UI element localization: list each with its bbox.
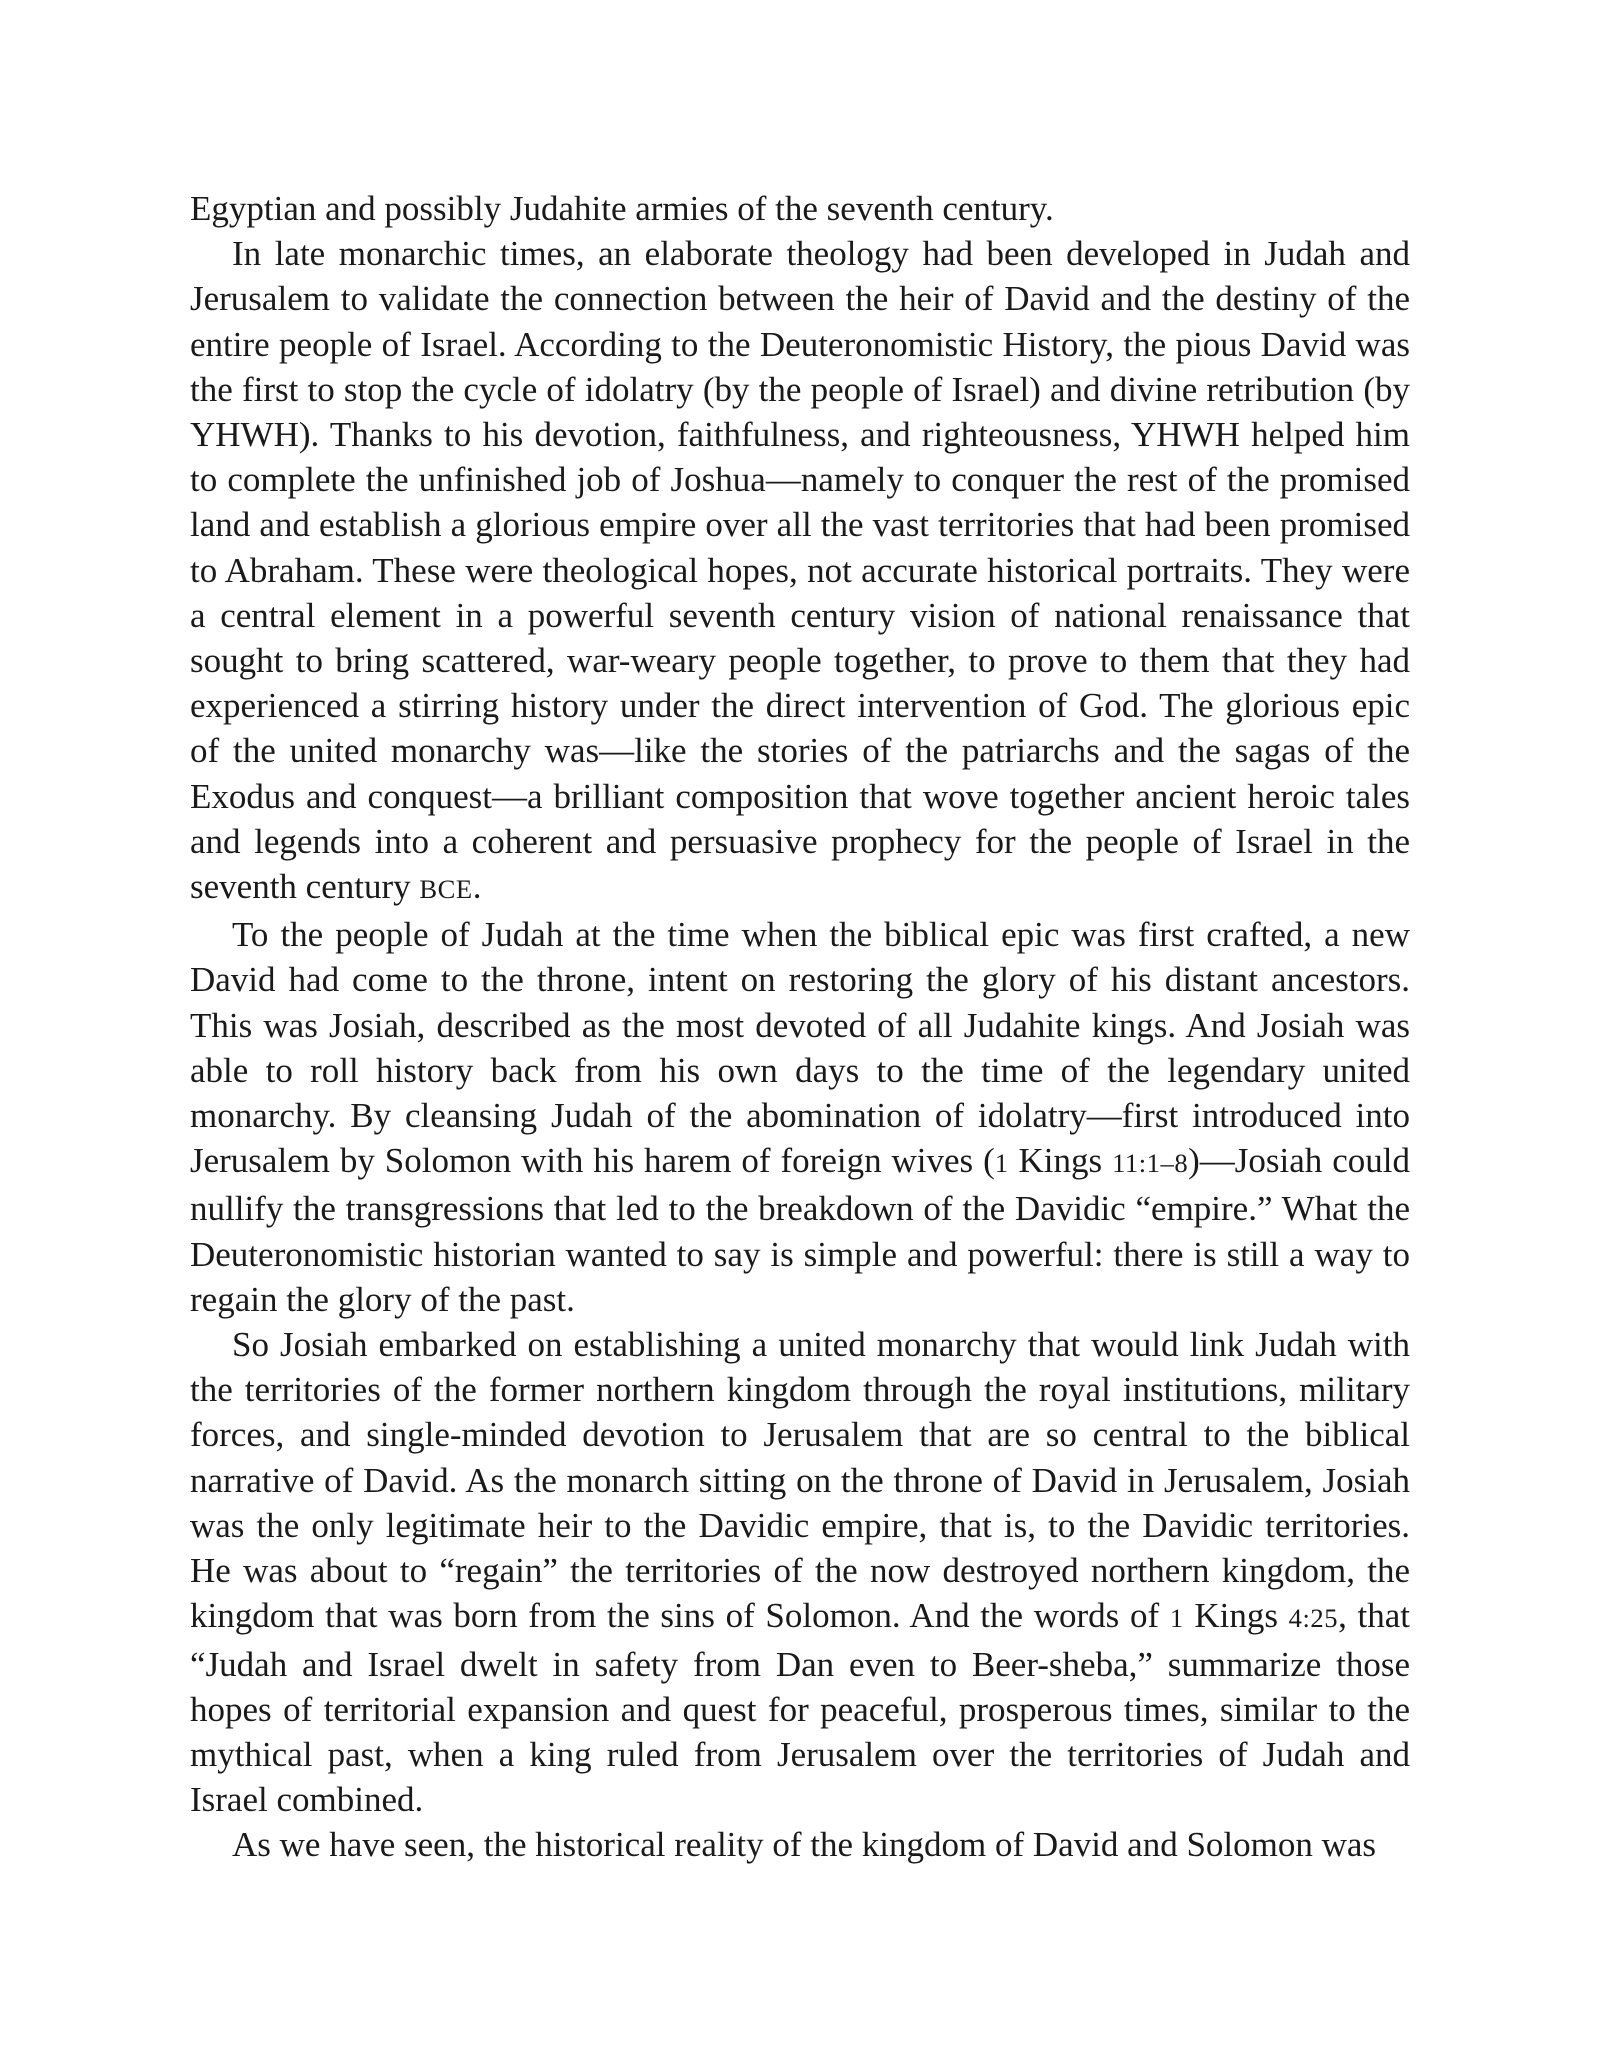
paragraph: In late monarchic times, an elaborate theology had been developed in Judah and Jerusalem to validate the connection between the heir of David and the destiny of the entire people of Israel. According to the Deuteronomistic History, the pious David was the first to stop the cycle of idolatry (by the people of Israel) and divine retribution (by YHWH). Thanks to his devotion, faithfulness, and righteousness, YHWH helped him to complete the unfinished job of Joshua—namely to conquer the rest of the promised land and establish a glorious empire over all the vast territories that had been promised to Abraham. These were theological hopes, not accurate historical portraits. They were a central element in a powerful seventh century vision of national renaissance that sought to bring scattered, war-weary people together, to prove to them that they had experienced a stirring history under the direct intervention of God. The glorious epic of the united monarchy was—like the stories of the patriarchs and the sagas of the Exodus and conquest—a brilliant composition that wove together ancient heroic tales and legends into a coherent and persuasive prophecy for the people of Israel in the seventh century BCE. (190, 234, 1410, 907)
paragraph: As we have seen, the historical reality of the kingdom of David and Solomon was (232, 1825, 1377, 1865)
page-body (190, 186, 1410, 1868)
paragraph: To the people of Judah at the time when the biblical epic was first crafted, a new David had come to the throne, intent on restoring the glory of his distant ancestors. This was Josiah, described as the most devoted of all Judahite kings. And Josiah was able to roll history back from his own days to the time of the legendary united monarchy. By cleansing Judah of the abomination of idolatry—first introduced into Jerusalem by Solomon with his harem of foreign wives (1 Kings 11:1–8)—Josiah could nullify the transgressions that led to the breakdown of the Davidic “empire.” What the Deuteronomistic historian wanted to say is simple and powerful: there is still a way to regain the glory of the past. (190, 915, 1410, 1319)
verse-reference: 11:1–8 (1112, 1148, 1189, 1179)
paragraph: So Josiah embarked on establishing a united monarchy that would link Judah with the territories of the former northern kingdom through the royal institutions, military forces, and single-minded devotion to Jerusalem that are so central to the biblical narrative of David. As the monarch sitting on the throne of David in Jerusalem, Josiah was the only legitimate heir to the Davidic empire, that is, to the Davidic territories. He was about to “regain” the territories of the now destroyed northern kingdom, the kingdom that was born from the sins of Solomon. And the words of 1 Kings 4:25, that “Judah and Israel dwelt in safety from Dan even to Beer-sheba,” summarize those hopes of territorial expansion and quest for peaceful, prosperous times, similar to the mythical past, when a king ruled from Jerusalem over the territories of Judah and Israel combined. (190, 1325, 1411, 1820)
paragraph: Egyptian and possibly Judahite armies of the seventh century. (190, 189, 1054, 228)
book-number: 1 (1169, 1603, 1184, 1634)
verse-reference: 4:25 (1288, 1603, 1339, 1634)
era-abbreviation: BCE (419, 874, 473, 905)
book-number: 1 (994, 1148, 1009, 1179)
